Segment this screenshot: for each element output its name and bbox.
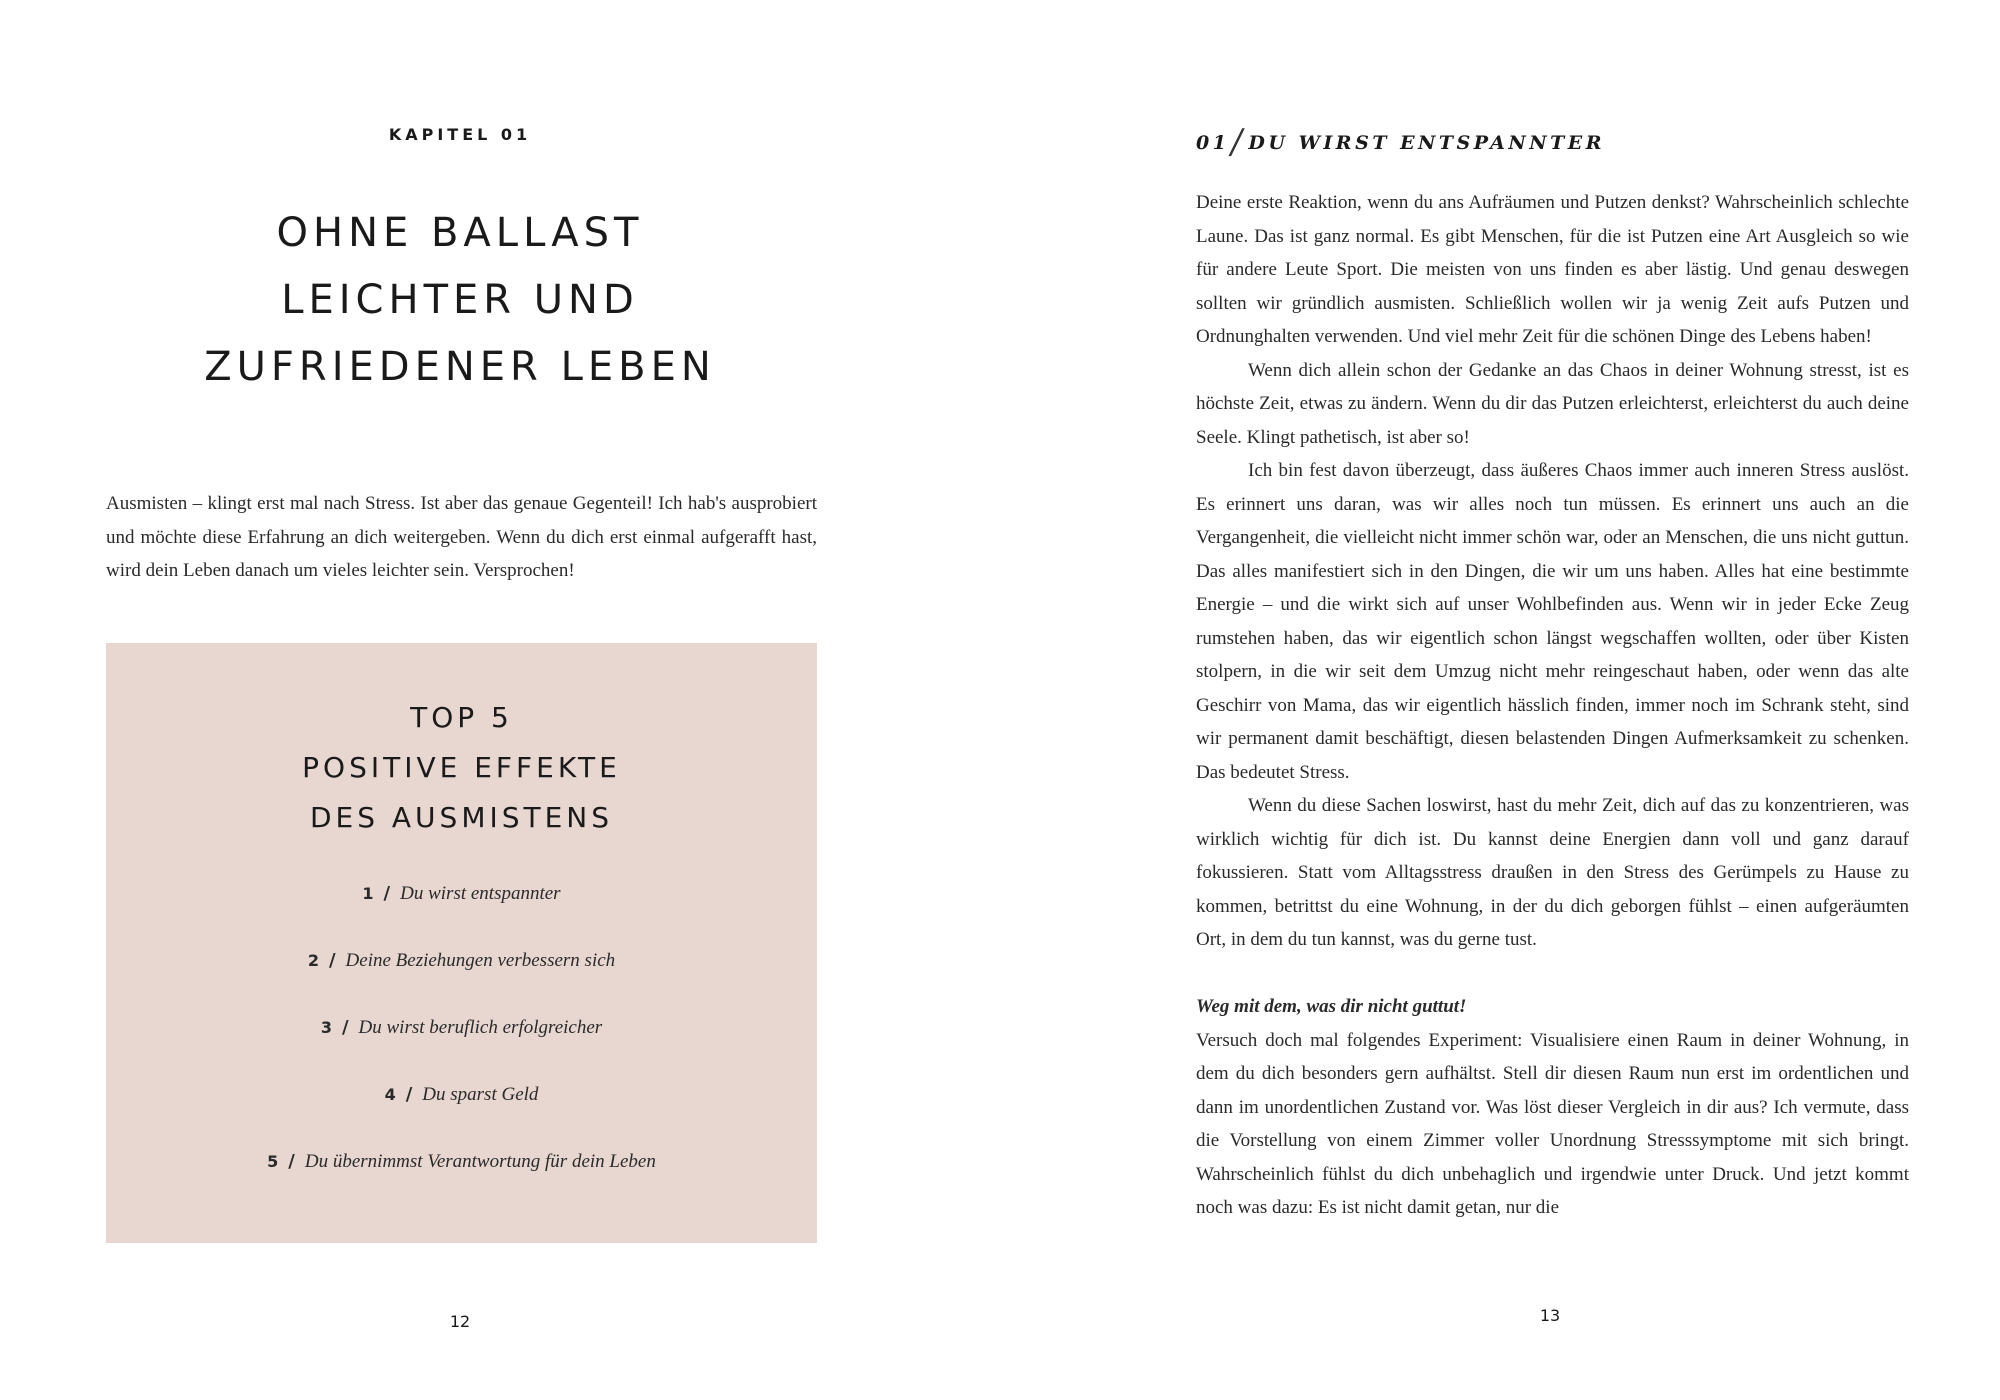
top5-item-number: 3 <box>320 1018 332 1037</box>
top5-title <box>106 693 817 843</box>
section-subheading: Weg mit dem, was dir nicht guttut! <box>1196 996 1467 1017</box>
chapter-label: KAPITEL 01 <box>388 125 532 144</box>
top5-item <box>106 1147 817 1214</box>
top5-item-separator: / <box>383 883 391 904</box>
top5-title-line: POSITIVE EFFEKTE <box>302 751 621 784</box>
top5-item-number: 5 <box>267 1152 279 1171</box>
body-text <box>1196 186 1909 1225</box>
top5-title-line: TOP 5 <box>410 701 513 734</box>
chapter-title-line: LEICHTER UND <box>281 277 639 323</box>
top5-item-separator: / <box>328 950 336 971</box>
top5-item-number: 2 <box>307 951 319 970</box>
running-head-number: 01 <box>1196 132 1230 154</box>
top5-item-number: 1 <box>362 884 374 903</box>
top5-item-separator: / <box>288 1151 295 1172</box>
top5-item <box>106 1080 817 1147</box>
running-head <box>1196 118 1896 162</box>
page-number: 12 <box>449 1312 471 1331</box>
body-paragraph: Ich bin fest davon überzeugt, dass äußeres Chaos immer auch inneren Stress auslöst. Es erinnert uns daran, was wir alles noch tun müssen. Es erinnert uns auch an die Vergangenheit, die vielleicht nicht immer schön war, oder an Menschen, die uns nicht guttun. Das alles manifestiert sich in den Dingen, die wir um uns haben. Alles hat eine bestimmte Energie – und die wirkt sich auf unser Wohlbefinden aus. Wenn wir in jeder Ecke Zeug rumstehen haben, das wir eigentlich schon längst wegschaffen wollten, oder über Kisten stolpern, in die wir seit dem Umzug nicht mehr reingeschaut haben, oder wenn das alte Geschirr von Mama, das wir eigentlich hässlich finden, immer noch im Schrank steht, sind wir permanent damit beschäftigt, diesen belastenden Dingen Aufmerksamkeit zu schenken. Das bedeutet Stress. <box>1196 460 1909 783</box>
chapter-title-line: OHNE BALLAST <box>276 210 644 256</box>
top5-item-text: Deine Beziehungen verbessern sich <box>345 950 616 971</box>
chapter-title-line: ZUFRIEDENER LEBEN <box>204 344 716 390</box>
top5-item-text: Du wirst entspannter <box>400 883 561 904</box>
top5-box <box>106 643 817 1243</box>
top5-title-line: DES AUSMISTENS <box>309 801 614 834</box>
intro-paragraph: Ausmisten – klingt erst mal nach Stress. Ist aber das genaue Gegenteil! Ich hab's ausprobiert und möchte diese Erfahrung an dich weitergeben. Wenn du dich erst einmal aufgerafft hast, wird dein Leben danach um vieles leichter sein. Versprochen! <box>106 493 817 581</box>
top5-list <box>106 879 817 1214</box>
top5-item-number: 4 <box>384 1085 396 1104</box>
body-paragraph: Deine erste Reaktion, wenn du ans Aufräumen und Putzen denkst? Wahrscheinlich schlechte Laune. Das ist ganz normal. Es gibt Menschen, für die ist Putzen eine Art Ausgleich so wie für andere Leute Sport. Die meisten von uns finden es aber lästig. Und genau deswegen sollten wir gründlich ausmisten. Schließlich wollen wir ja wenig Zeit aufs Putzen und Ordnunghalten verwenden. Und viel mehr Zeit für die schönen Dinge des Lebens haben! <box>1196 192 1909 347</box>
page-number: 13 <box>1539 1306 1561 1325</box>
running-head-slash: / <box>1227 122 1250 162</box>
body-paragraph: Wenn du diese Sachen loswirst, hast du mehr Zeit, dich auf das zu konzentrieren, was wirklich wichtig für dich ist. Du kannst deine Energien dann voll und ganz darauf fokussieren. Statt vom Alltagsstress draußen in den Stress des Gerümpels zu Hause zu kommen, betrittst du eine Wohnung, in der du dich geborgen fühlst – einen aufgeräumten Ort, in dem du tun kannst, was du gerne tust. <box>1196 795 1909 950</box>
top5-item <box>106 946 817 1013</box>
body-paragraph: Wenn dich allein schon der Gedanke an das Chaos in deiner Wohnung stresst, ist es höchste Zeit, etwas zu ändern. Wenn du dir das Putzen erleichterst, erleichterst du auch deine Seele. Klingt pathetisch, ist aber so! <box>1196 359 1909 448</box>
top5-item-text: Du wirst beruflich erfolgreicher <box>358 1017 603 1038</box>
top5-item-separator: / <box>405 1084 413 1105</box>
top5-item <box>106 1013 817 1080</box>
top5-item-separator: / <box>341 1017 349 1038</box>
top5-item-text: Du sparst Geld <box>422 1084 539 1105</box>
top5-item <box>106 879 817 946</box>
body-paragraph: Versuch doch mal folgendes Experiment: Visualisiere einen Raum in deiner Wohnung, in dem du dich besonders gern aufhältst. Stell dir diesen Raum nun erst im ordentlichen und dann im unordentlichen Zustand vor. Was löst dieser Vergleich in dir aus? Ich vermute, dass die Vorstellung von einem Zimmer voller Unordnung Stresssymptome mit sich bringt. Wahrscheinlich fühlst du dich unbehaglich und irgendwie unter Druck. Und jetzt kommt noch was dazu: Es ist nicht damit getan, nur die <box>1196 1029 1909 1218</box>
running-head-title: DU WIRST ENTSPANNTER <box>1248 132 1606 154</box>
top5-item-text: Du übernimmst Verantwortung für dein Leben <box>304 1151 656 1172</box>
chapter-title <box>106 200 814 401</box>
